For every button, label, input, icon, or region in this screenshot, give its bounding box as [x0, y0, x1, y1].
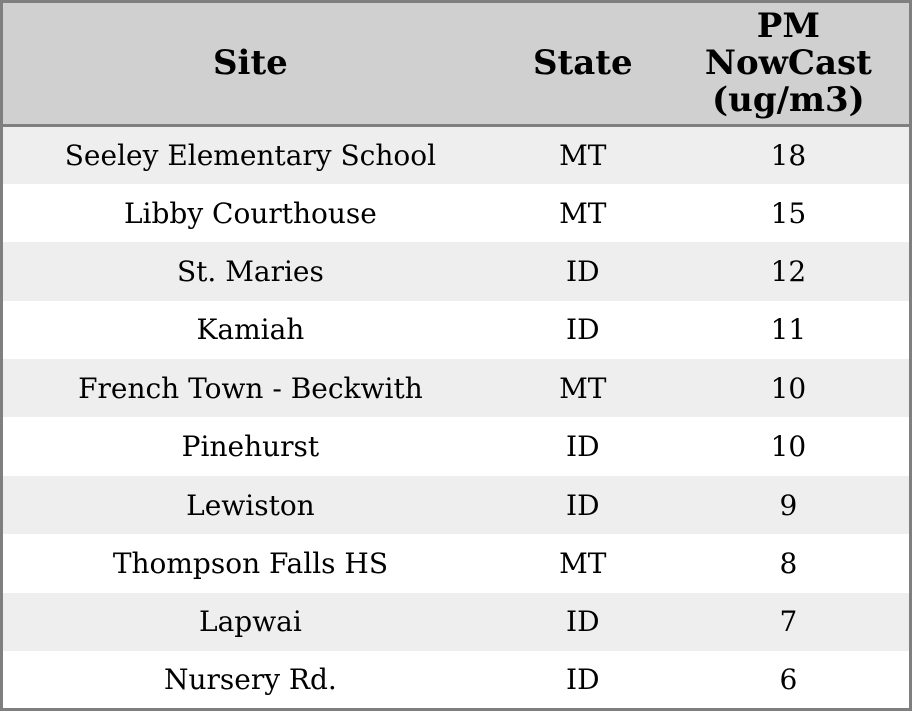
cell-site: St. Maries [176, 254, 324, 288]
cell-pm-nowcast: 18 [770, 138, 807, 172]
table-row [2, 534, 911, 592]
table-row [2, 476, 911, 534]
cell-pm-nowcast: 7 [779, 605, 798, 639]
table-row [2, 126, 911, 184]
cell-state: ID [566, 430, 600, 464]
table-header [2, 2, 911, 126]
cell-state: ID [566, 663, 600, 696]
cell-pm-nowcast: 8 [779, 546, 798, 580]
table-row [2, 359, 911, 417]
cell-site: Nursery Rd. [163, 663, 337, 696]
cell-site: Kamiah [196, 313, 305, 347]
cell-state: MT [559, 138, 607, 172]
table-row [2, 417, 911, 475]
cell-site: Thompson Falls HS [112, 546, 389, 580]
cell-site: Seeley Elementary School [64, 138, 437, 172]
table-row [2, 301, 911, 359]
column-header-state: State [498, 2, 668, 126]
table-row [2, 593, 911, 651]
table-body [2, 126, 911, 710]
cell-pm-nowcast: 11 [770, 313, 807, 347]
column-header-site: Site [2, 2, 498, 126]
cell-site: Lewiston [186, 488, 315, 522]
cell-site: Lapwai [199, 605, 302, 639]
table-row [2, 184, 911, 242]
cell-site: Libby Courthouse [123, 196, 377, 230]
cell-pm-nowcast: 9 [779, 488, 798, 522]
column-header-pm-nowcast: PM NowCast (ug/m3) [668, 2, 911, 126]
cell-state: ID [566, 605, 600, 639]
cell-pm-nowcast: 10 [770, 430, 807, 464]
cell-pm-nowcast: 12 [770, 254, 807, 288]
cell-state: ID [566, 313, 600, 347]
cell-site: French Town - Beckwith [78, 371, 423, 405]
cell-pm-nowcast: 15 [770, 196, 807, 230]
cell-pm-nowcast: 10 [770, 371, 807, 405]
cell-state: MT [559, 196, 607, 230]
cell-state: ID [566, 254, 600, 288]
table-row [2, 242, 911, 300]
cell-pm-nowcast: 6 [779, 663, 798, 696]
header-row [2, 2, 911, 126]
cell-state: MT [559, 546, 607, 580]
cell-state: ID [566, 488, 600, 522]
cell-state: MT [559, 371, 607, 405]
table-row [2, 651, 911, 709]
cell-site: Pinehurst [181, 430, 320, 464]
